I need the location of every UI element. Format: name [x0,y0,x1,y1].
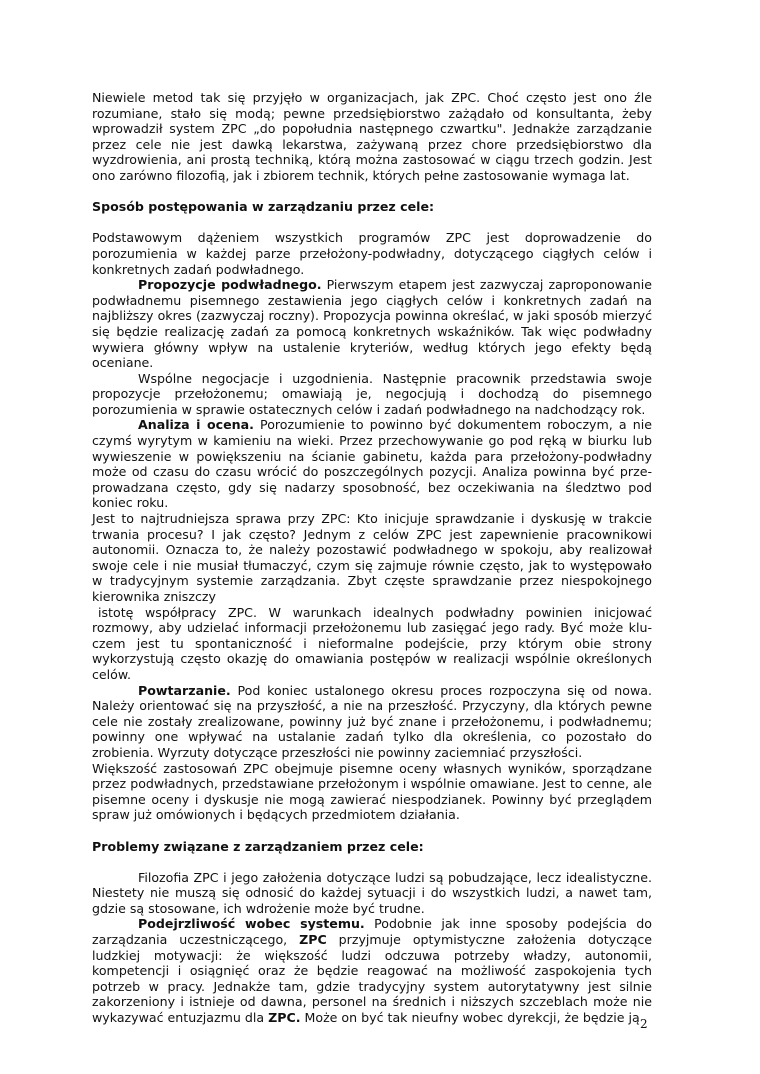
analysis-heading: Analiza i ocena. [138,417,254,433]
document-body [92,90,652,1026]
paragraph-philosophy: Filozofia ZPC i jego założenia dotyczące ludzi są pobudzające, lecz idealistyczne. Niestety nie muszą się odnosić do każdej sytuacji i do wszystkich ludzi, a nawet tam, gdzie są stosowane, ich wdrożenie może być trudne. [92,869,652,916]
intro-paragraph: Niewiele metod tak się przyjęło w organizacjach, jak ZPC. Choć często jest ono źle rozumiane, stało się modą; pewne przedsiębiorstwo zażądało od konsultanta, żeby wprowadził system ZPC „do popołudnia następnego czwartku". Jednakże zarządzanie przez cele nie jest dawką lekarstwa, zażywaną przez chore przedsiębiorstwo dla wyzdrowienia, ani prostą techniką, którą można zastosować w ciągu trzech godzin. Jest ono zarówno filozofią, jak i zbiorem technik, których pełne zastosowanie wymaga lat. [92,90,652,183]
paragraph-analysis [92,417,652,511]
paragraph-hardest-issue: Jest to najtrudniejsza sprawa przy ZPC: Kto inicjuje sprawdzanie i dyskusję w trakcie trwania procesu? I jak często? Jednym z celów ZPC jest zapewnienie pracownikowi autonomii. Oznacza to, że należy pozostawić podwładnego w spokoju, aby realizował swoje cele i nie musiał tłumaczyć, czym się zajmuje równie często, jak to występowało w tradycyjnym systemie zarządzania. Zbyt częste sprawdzanie przez niespokojnego kierownika zniszczy [92,511,652,604]
section-heading-procedure: Sposób postępowania w zarządzaniu przez cele: [92,199,435,215]
repetition-heading: Powtarzanie. [138,682,231,698]
paragraph-written-evaluations: Większość zastosowań ZPC obejmuje pisemne oceny własnych wyników, sporządzane przez podwładnych, przedstawiane przełożonym i wspólnie omawiane. Jest to cenne, ale pisemne oceny i dyskusje nie mogą zawierać niespodzianek. Powinny być przeglądem spraw już omówionych i będących przedmiotem działania. [92,760,652,823]
suspicion-text-c: Może on być tak nieufny wobec dyrekcji, że będzie ją [300,1010,640,1026]
suspicion-text-a: Podobnie jak inne sposoby podejścia do zarządzania uczestniczącego, [92,916,653,948]
spacer [92,184,652,200]
paragraph-proposals [92,277,652,371]
page-number: 2 [640,1017,648,1031]
zpc-term: ZPC. [268,1010,301,1026]
suspicion-heading: Podejrzliwość wobec systemu. [138,916,365,932]
section-heading-problems: Problemy związane z zarządzaniem przez cele: [92,838,424,854]
proposals-text: Pierwszym etapem jest zazwyczaj zaproponowanie podwładnemu pisemnego zestawienia jego ciągłych celów i konkretnych zadań na najbliższy okres (zazwyczaj roczny). Propozycja powinna określać, w jaki sposób mierzyć się będzie realizację zadań za pomocą konkretnych wskaźników. Tak więc podwładny wywiera główny wpływ na ustalenie kryteriów, według których jego efekty będą oceniane. [92,277,652,371]
paragraph-main-goal: Podstawowym dążeniem wszystkich programów ZPC jest doprowadzenie do porozumienia w każdej parze przełożony-podwładny, dotyczącego ciągłych celów i konkretnych zadań podwładnego. [92,230,652,277]
spacer [92,854,652,870]
paragraph-repetition [92,683,652,761]
paragraph-negotiations: Wspólne negocjacje i uzgodnienia. Następnie pracownik przedstawia swoje propozycje przełożonemu; omawiają je, negocjują i dochodzą do pisemnego porozumienia w sprawie ostatecznych celów i zadań podwładnego na nadchodzący rok. [92,370,652,417]
repetition-text: Pod koniec ustalonego okresu proces rozpoczyna się od nowa. Należy orientować się na przyszłość, a nie na przeszłość. Przyczyny, dla których pewne cele nie zostały zrealizowane, powinny już być znane i przełożonemu, i podwładnemu; powinny one wpływać na ustalanie zadań tylko dla określenia, co pozostało do zrobienia. Wyrzuty dotyczące przeszłości nie powinny zaciemniać przyszłości. [92,682,652,760]
paragraph-suspicion [92,916,652,1025]
spacer [92,823,652,839]
analysis-text: Porozumienie to powinno być dokumentem roboczym, a nie czymś wyrytym w kamieniu na wieki. Przez przechowywanie go pod ręką w biurku lub wywieszenie w powiększeniu na ścianie gabinetu, każda para przełożony-podwładny może od czasu do czasu wrócić do poszczególnych pozycji. Analiza powinna być prze-prowadzana często, gdy się nadarzy sposobność, bez oczekiwania na śledztwo pod koniec roku. [92,417,652,511]
spacer [92,215,652,231]
proposals-heading: Propozycje podwładnego. [138,277,322,293]
suspicion-text-b: przyjmuje optymistyczne założenia dotyczące ludzkiej motywacji: że większość ludzi odczuwa potrzeby władzy, autonomii, kompetencji i osiągnięć oraz że będzie reagować na możliwość zaspokojenia tych potrzeb w pracy. Jednakże tam, gdzie tradycyjny system autorytatywny jest silnie zakorzeniony i istnieje od dawna, personel na średnich i niższych szczeblach może nie wykazywać entuzjazmu dla [92,932,653,1026]
zpc-term: ZPC [299,932,327,948]
paragraph-cooperation: istotę współpracy ZPC. W warunkach idealnych podwładny powinien inicjować rozmowy, aby udzielać informacji przełożonemu lub zasięgać jego rady. Być może klu-czem jest tu spontaniczność i nieformalne podejście, przy którym obie strony wykorzystują często okazję do omawiania postępów w realizacji wspólnie określonych celów. [92,604,652,682]
